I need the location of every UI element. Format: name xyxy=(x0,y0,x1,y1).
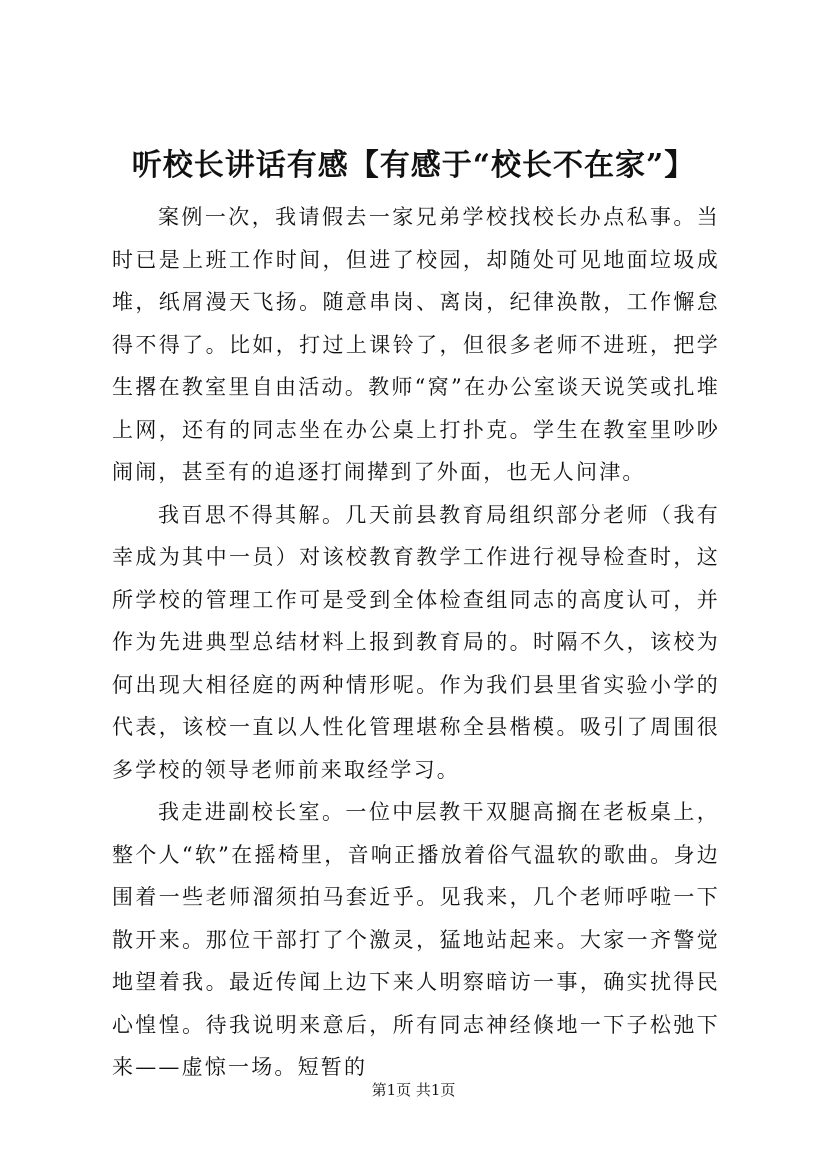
page-footer: 第1页 共1页 xyxy=(371,1081,456,1099)
document-body xyxy=(112,196,720,1089)
paragraph-3: 我走进副校长室。一位中层教干双腿高搁在老板桌上，整个人“软”在摇椅里，音响正播放着俗气温软的歌曲。身边围着一些老师溜须拍马套近乎。见我来，几个老师呼啦一下散开来。那位干部打了个激灵，猛地站起来。大家一齐警觉地望着我。最近传闻上边下来人明察暗访一事，确实扰得民心惶惶。待我说明来意后，所有同志神经倏地一下子松弛下来——虚惊一场。短暂的 xyxy=(112,800,720,1079)
document-title: 听校长讲话有感【有感于“校长不在家”】 xyxy=(131,148,696,183)
paragraph-2: 我百思不得其解。几天前县教育局组织部分老师（我有幸成为其中一员）对该校教育教学工作进行视导检查时，这所学校的管理工作可是受到全体检查组同志的高度认可，并作为先进典型总结材料上报到教育局的。时隔不久，该校为何出现大相径庭的两种情形呢。作为我们县里省实验小学的代表，该校一直以人性化管理堪称全县楷模。吸引了周围很多学校的领导老师前来取经学习。 xyxy=(112,502,720,782)
paragraph-1: 案例一次，我请假去一家兄弟学校找校长办点私事。当时已是上班工作时间，但进了校园，却随处可见地面垃圾成堆，纸屑漫天飞扬。随意串岗、离岗，纪律涣散，工作懈怠得不得了。比如，打过上课铃了，但很多老师不进班，把学生撂在教室里自由活动。教师“窝”在办公室谈天说笑或扎堆上网，还有的同志坐在办公桌上打扑克。学生在教室里吵吵闹闹，甚至有的追逐打闹撵到了外面，也无人问津。 xyxy=(112,205,720,484)
